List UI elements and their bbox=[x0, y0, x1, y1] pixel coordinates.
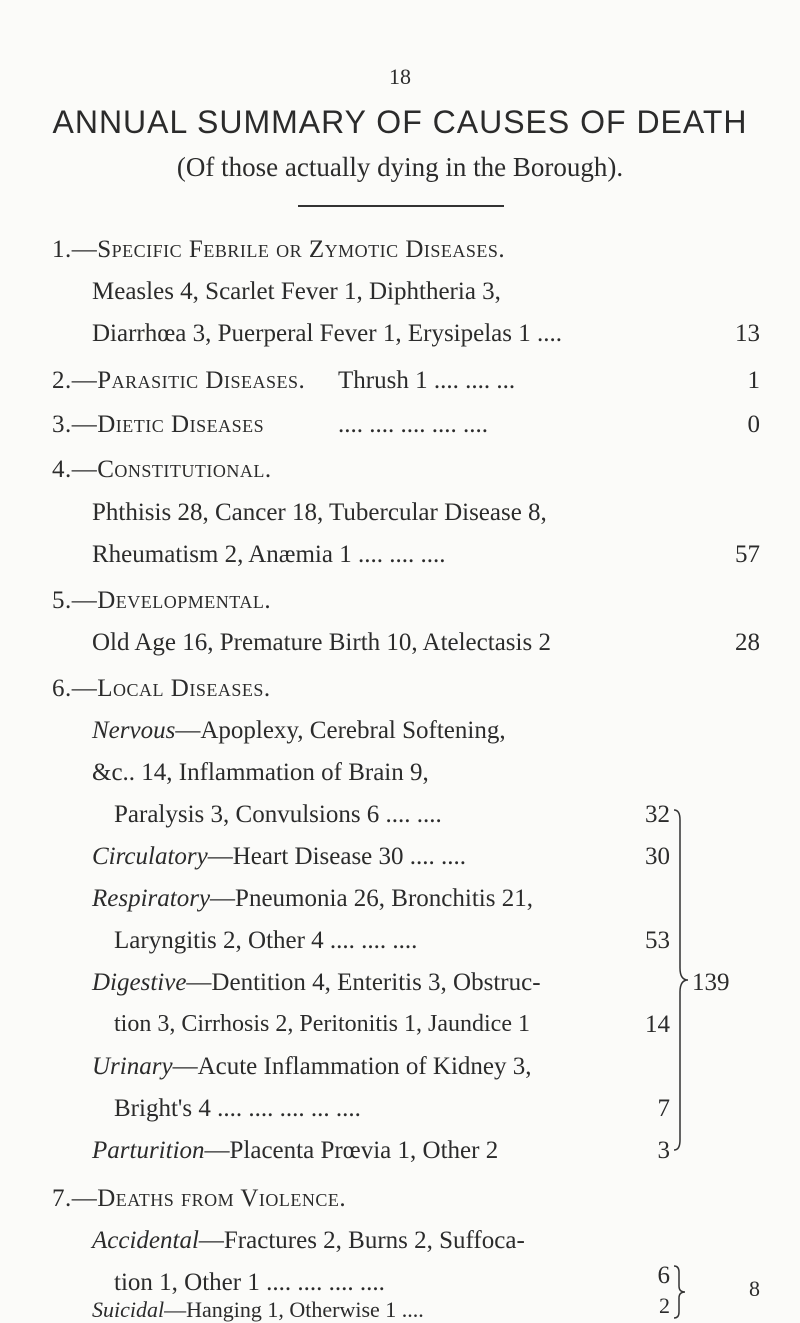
group-label: Respiratory bbox=[92, 885, 211, 912]
section-total: 8 bbox=[749, 1276, 760, 1301]
section-heading: 4.—Constitutional. bbox=[52, 456, 272, 483]
group-line bbox=[92, 843, 466, 871]
page-number: 18 bbox=[389, 64, 411, 89]
group-text: —Fractures 2, Burns 2, Suffoca- bbox=[198, 1227, 525, 1254]
section-line: Diarrhœa 3, Puerperal Fever 1, Erysipelas 1 .... bbox=[92, 320, 562, 347]
group-subtotal: 53 bbox=[645, 927, 670, 954]
group-subtotal: 30 bbox=[645, 843, 670, 870]
group-subtotal: 7 bbox=[657, 1095, 670, 1122]
section-total: 28 bbox=[735, 629, 760, 656]
group-line: tion 1, Other 1 .... .... .... .... bbox=[114, 1269, 385, 1296]
section-6-brace bbox=[672, 808, 692, 1152]
section-heading: 3.—Dietic Diseases bbox=[52, 411, 265, 438]
group-label: Urinary bbox=[92, 1053, 173, 1080]
group-line bbox=[92, 885, 533, 913]
group-line: &c.. 14, Inflammation of Brain 9, bbox=[92, 759, 429, 786]
group-text: —Hanging 1, Otherwise 1 .... bbox=[164, 1297, 424, 1322]
section-heading: 2.—Parasitic Diseases. bbox=[52, 367, 306, 394]
section-total: 57 bbox=[735, 541, 760, 568]
page-subtitle: (Of those actually dying in the Borough). bbox=[176, 152, 624, 182]
group-text: —Heart Disease 30 .... .... bbox=[207, 843, 467, 870]
group-line: Paralysis 3, Convulsions 6 .... .... bbox=[114, 801, 442, 828]
group-label: Parturition bbox=[92, 1137, 205, 1164]
group-subtotal: 6 bbox=[657, 1262, 670, 1289]
group-subtotal: 14 bbox=[645, 1011, 670, 1038]
group-text: —Placenta Prœvia 1, Other 2 bbox=[204, 1137, 499, 1164]
group-label: Nervous bbox=[92, 717, 176, 744]
section-heading: 6.—Local Diseases. bbox=[52, 675, 271, 702]
group-line: Bright's 4 .... .... .... ... .... bbox=[114, 1095, 361, 1122]
group-label: Circulatory bbox=[92, 843, 208, 870]
section-line: .... .... .... .... .... bbox=[338, 411, 488, 438]
section-total: 0 bbox=[747, 411, 760, 438]
section-7-brace bbox=[672, 1264, 688, 1320]
section-line: Rheumatism 2, Anæmia 1 .... .... .... bbox=[92, 541, 446, 568]
group-text: —Acute Inflammation of Kidney 3, bbox=[172, 1053, 532, 1080]
group-label: Suicidal bbox=[92, 1297, 165, 1322]
group-text: —Apoplexy, Cerebral Softening, bbox=[175, 717, 506, 744]
page-title: ANNUAL SUMMARY OF CAUSES OF DEATH bbox=[52, 104, 748, 140]
section-line: Measles 4, Scarlet Fever 1, Diphtheria 3, bbox=[92, 278, 501, 305]
section-heading: 1.—Specific Febrile or Zymotic Diseases. bbox=[52, 236, 506, 263]
section-line: Thrush 1 .... .... ... bbox=[338, 367, 516, 394]
group-line bbox=[92, 969, 541, 997]
group-line bbox=[92, 1053, 532, 1081]
section-total: 13 bbox=[735, 320, 760, 347]
group-label: Digestive bbox=[92, 969, 187, 996]
group-line bbox=[92, 1227, 525, 1255]
group-text: —Dentition 4, Enteritis 3, Obstruc- bbox=[186, 969, 541, 996]
group-line: tion 3, Cirrhosis 2, Peritonitis 1, Jaundice 1 bbox=[114, 1011, 530, 1037]
group-text: —Pneumonia 26, Bronchitis 21, bbox=[210, 885, 533, 912]
group-line bbox=[92, 1297, 424, 1323]
section-total: 139 bbox=[692, 969, 730, 996]
group-line bbox=[92, 717, 506, 745]
group-line: Laryngitis 2, Other 4 .... .... .... bbox=[114, 927, 418, 954]
section-line: Old Age 16, Premature Birth 10, Atelectasis 2 bbox=[92, 629, 551, 656]
section-heading: 7.—Deaths from Violence. bbox=[52, 1185, 347, 1212]
group-subtotal: 2 bbox=[659, 1293, 670, 1318]
group-line bbox=[92, 1137, 498, 1165]
group-subtotal: 3 bbox=[657, 1137, 670, 1164]
section-heading: 5.—Developmental. bbox=[52, 587, 272, 614]
group-label: Accidental bbox=[92, 1227, 199, 1254]
group-subtotal: 32 bbox=[645, 801, 670, 828]
title-divider bbox=[298, 205, 504, 207]
section-total: 1 bbox=[747, 367, 760, 394]
section-line: Phthisis 28, Cancer 18, Tubercular Disease 8, bbox=[92, 499, 547, 526]
